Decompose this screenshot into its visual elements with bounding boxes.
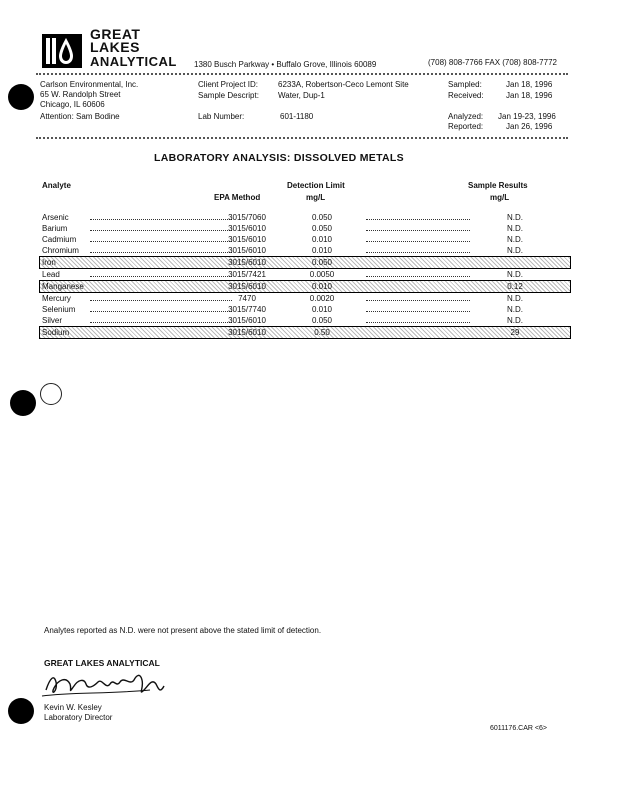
sample-result: N.D.: [507, 246, 523, 255]
client-city: Chicago, IL 60606: [40, 100, 105, 109]
binder-hole-icon: [8, 698, 34, 724]
detection-limit: 0.0050: [309, 270, 335, 279]
leader-dots: [90, 230, 232, 231]
analyte-name: Barium: [42, 224, 68, 233]
client-street: 65 W. Randolph Street: [40, 90, 121, 99]
binder-hole-icon: [8, 84, 34, 110]
received-label: Received:: [448, 91, 484, 100]
analyte-name: Mercury: [42, 294, 71, 303]
analyte-name: Arsenic: [42, 213, 69, 222]
col-sample-results: Sample Results: [468, 181, 528, 190]
table-row: [40, 304, 570, 315]
company-address: 1380 Busch Parkway • Buffalo Grove, Illinois 60089: [194, 60, 377, 69]
client-name: Carlson Environmental, Inc.: [40, 80, 139, 89]
table-row: [40, 293, 570, 304]
leader-dots: [90, 241, 232, 242]
detection-limit: 0.050: [311, 224, 333, 233]
detection-limit: 0.050: [311, 258, 333, 267]
epa-method: 3015/7421: [228, 270, 266, 279]
detection-limit: 0.50: [314, 328, 330, 337]
table-row-highlighted: [40, 281, 570, 292]
sample-result: N.D.: [507, 213, 523, 222]
table-row: [40, 315, 570, 326]
epa-method: 3015/6010: [228, 282, 266, 291]
report-title: LABORATORY ANALYSIS: DISSOLVED METALS: [154, 152, 404, 164]
signer-name: Kevin W. Kesley: [44, 703, 102, 712]
footer-company: GREAT LAKES ANALYTICAL: [44, 658, 160, 668]
detection-limit: 0.010: [311, 246, 333, 255]
project-id-label: Client Project ID:: [198, 80, 259, 89]
leader-dots: [366, 219, 470, 220]
analyte-name: Silver: [42, 316, 63, 325]
company-logo: [40, 28, 180, 70]
sampled-label: Sampled:: [448, 80, 482, 89]
analyzed-date: Jan 19-23, 1996: [498, 112, 556, 121]
leader-dots: [366, 311, 470, 312]
col-epa-method: EPA Method: [214, 193, 261, 202]
table-row: [40, 212, 570, 223]
analyte-name: Selenium: [42, 305, 76, 314]
logo-line-3: ANALYTICAL: [90, 54, 177, 69]
detection-limit: 0.010: [311, 282, 333, 291]
col-detection-limit: Detection Limit: [287, 181, 345, 190]
sample-descript-label: Sample Descript:: [198, 91, 259, 100]
detection-limit: 0.0020: [309, 294, 335, 303]
analyte-name: Iron: [42, 258, 56, 267]
epa-method: 7470: [238, 294, 256, 303]
sample-result: N.D.: [507, 305, 523, 314]
binder-hole-icon: [10, 390, 36, 416]
leader-dots: [90, 300, 232, 301]
leader-dots: [90, 219, 232, 220]
epa-method: 3015/7060: [228, 213, 266, 222]
detection-limit: 0.050: [311, 213, 333, 222]
sample-result: 0.12: [507, 282, 523, 291]
leader-dots: [90, 276, 232, 277]
leader-dots: [366, 300, 470, 301]
analyte-name: Cadmium: [42, 235, 77, 244]
logo-line-1: GREAT: [90, 26, 141, 42]
epa-method: 3015/6010: [228, 258, 266, 267]
col-detection-unit: mg/L: [306, 193, 326, 202]
analyzed-label: Analyzed:: [448, 112, 484, 121]
logo-line-2: LAKES: [90, 39, 140, 55]
sample-result: N.D.: [507, 270, 523, 279]
signer-title: Laboratory Director: [44, 713, 113, 722]
reported-label: Reported:: [448, 122, 484, 131]
droplet-logo-icon: [40, 28, 84, 70]
analyte-name: Lead: [42, 270, 60, 279]
detection-limit: 0.010: [311, 305, 333, 314]
epa-method: 3015/7740: [228, 305, 266, 314]
epa-method: 3015/6010: [228, 224, 266, 233]
signature: [40, 668, 180, 704]
col-analyte: Analyte: [42, 181, 71, 190]
analyte-name: Manganese: [42, 282, 84, 291]
epa-method: 3015/6010: [228, 316, 266, 325]
detection-limit: 0.010: [311, 235, 333, 244]
table-row: [40, 223, 570, 234]
sample-result: N.D.: [507, 235, 523, 244]
project-id: 6233A, Robertson-Ceco Lemont Site: [278, 80, 409, 89]
sample-result: N.D.: [507, 316, 523, 325]
analyte-name: Chromium: [42, 246, 79, 255]
table-row: [40, 245, 570, 256]
table-row: [40, 269, 570, 280]
reported-date: Jan 26, 1996: [506, 122, 553, 131]
leader-dots: [366, 230, 470, 231]
analyte-name: Sodium: [42, 328, 70, 337]
col-results-unit: mg/L: [490, 193, 510, 202]
epa-method: 3015/6010: [228, 235, 266, 244]
binder-hole-outline-icon: [40, 383, 62, 405]
received-date: Jan 18, 1996: [506, 91, 553, 100]
sample-descript: Water, Dup-1: [278, 91, 325, 100]
leader-dots: [90, 322, 232, 323]
lab-number: 601-1180: [280, 112, 314, 121]
leader-dots: [90, 311, 232, 312]
leader-dots: [366, 276, 470, 277]
detection-limit: 0.050: [311, 316, 333, 325]
table-row: [40, 234, 570, 245]
table-row-highlighted: [40, 327, 570, 338]
handwritten-signature-icon: [40, 668, 180, 704]
leader-dots: [366, 252, 470, 253]
sampled-date: Jan 18, 1996: [506, 80, 553, 89]
sample-result: N.D.: [507, 224, 523, 233]
sample-result: 29: [510, 328, 520, 337]
leader-dots: [90, 252, 232, 253]
file-reference: 6011176.CAR <6>: [490, 725, 547, 732]
leader-dots: [366, 322, 470, 323]
client-attention: Attention: Sam Bodine: [40, 112, 120, 121]
leader-dots: [366, 241, 470, 242]
sample-result: N.D.: [507, 294, 523, 303]
company-phone-fax: (708) 808-7766 FAX (708) 808-7772: [428, 58, 557, 67]
epa-method: 3015/6010: [228, 328, 266, 337]
nd-footnote: Analytes reported as N.D. were not present above the stated limit of detection.: [44, 626, 322, 635]
epa-method: 3015/6010: [228, 246, 266, 255]
lab-number-label: Lab Number:: [198, 112, 245, 121]
table-row-highlighted: [40, 257, 570, 268]
